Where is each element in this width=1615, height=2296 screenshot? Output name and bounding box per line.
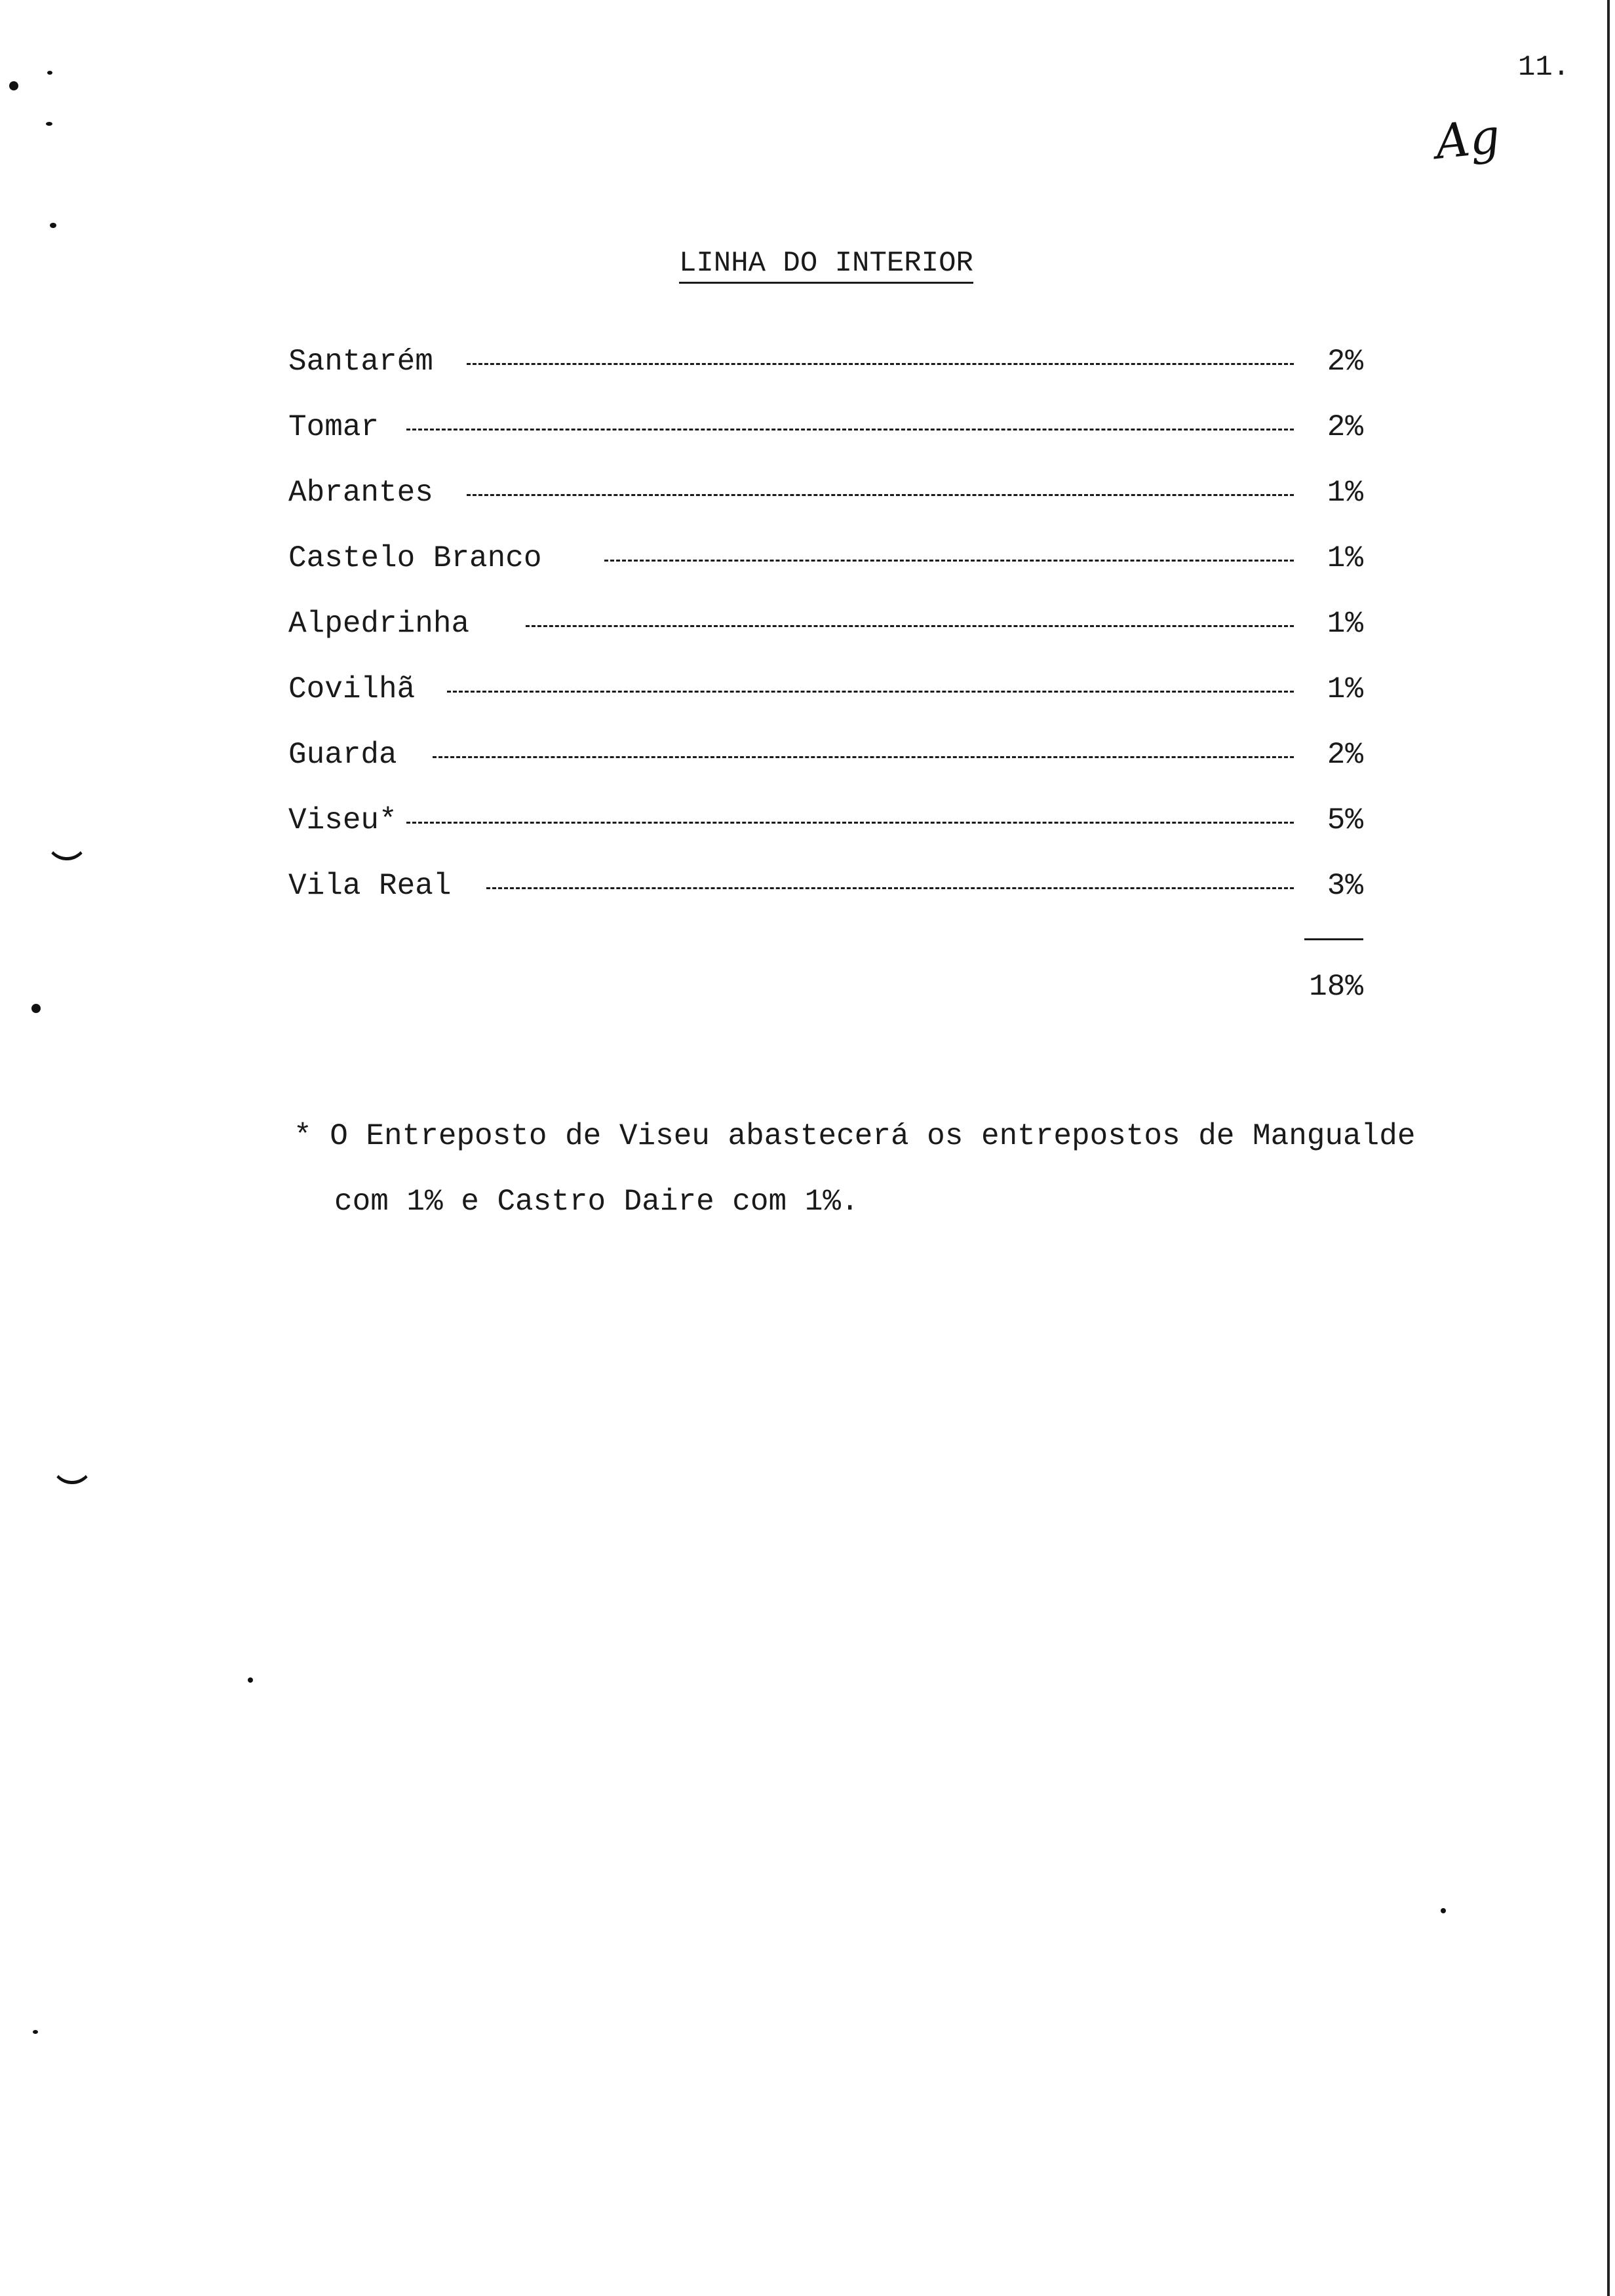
list-item bbox=[288, 869, 1363, 908]
list-item bbox=[288, 541, 1363, 581]
entry-name: Abrantes bbox=[288, 476, 433, 510]
scan-speck bbox=[50, 223, 56, 228]
list-item bbox=[288, 607, 1363, 646]
scan-speck bbox=[9, 81, 18, 90]
entry-value: 2% bbox=[1327, 410, 1363, 444]
footnote bbox=[294, 1103, 1513, 1234]
page-number: 11. bbox=[1518, 51, 1570, 84]
dotted-leader bbox=[467, 494, 1294, 496]
dotted-leader bbox=[406, 429, 1294, 430]
total-value: 18% bbox=[1309, 970, 1363, 1004]
entry-name: Tomar bbox=[288, 410, 379, 444]
entry-name: Guarda bbox=[288, 738, 397, 772]
entry-name: Covilhã bbox=[288, 672, 416, 706]
dotted-leader bbox=[406, 822, 1294, 824]
footnote-line-2: com 1% e Castro Daire com 1%. bbox=[334, 1185, 859, 1219]
entry-value: 1% bbox=[1327, 672, 1363, 706]
punch-hole-mark bbox=[51, 1455, 93, 1484]
list-item bbox=[288, 672, 1363, 712]
scan-speck bbox=[47, 71, 52, 75]
entry-value: 2% bbox=[1327, 345, 1363, 379]
punch-hole-mark bbox=[46, 831, 88, 860]
scan-speck bbox=[31, 1004, 41, 1013]
scan-speck bbox=[1441, 1908, 1446, 1913]
entry-name: Santarém bbox=[288, 345, 433, 379]
entry-value: 3% bbox=[1327, 869, 1363, 903]
page-title: LINHA DO INTERIOR bbox=[679, 248, 973, 284]
sum-rule bbox=[1304, 938, 1363, 940]
scan-speck bbox=[33, 2030, 38, 2034]
page-edge-line bbox=[1607, 0, 1610, 2296]
dotted-leader bbox=[526, 625, 1294, 627]
scan-speck bbox=[46, 122, 52, 126]
entry-value: 5% bbox=[1327, 803, 1363, 837]
list-item bbox=[288, 476, 1363, 515]
entry-value: 1% bbox=[1327, 607, 1363, 641]
dotted-leader bbox=[486, 887, 1294, 889]
handwritten-initials: Ag bbox=[1432, 108, 1503, 170]
entry-name: Vila Real bbox=[288, 869, 452, 903]
footnote-line-1: * O Entreposto de Viseu abastecerá os entrepostos de Mangualde bbox=[294, 1119, 1416, 1153]
scan-speck bbox=[248, 1677, 253, 1683]
entry-name: Alpedrinha bbox=[288, 607, 470, 641]
dotted-leader bbox=[447, 691, 1294, 693]
entry-name: Viseu* bbox=[288, 803, 397, 837]
list-item bbox=[288, 803, 1363, 843]
list-item bbox=[288, 345, 1363, 384]
dotted-leader bbox=[604, 560, 1294, 562]
list-item bbox=[288, 410, 1363, 450]
dotted-leader bbox=[467, 363, 1294, 365]
entry-name: Castelo Branco bbox=[288, 541, 542, 575]
entry-value: 1% bbox=[1327, 476, 1363, 510]
list-item bbox=[288, 738, 1363, 777]
entry-value: 2% bbox=[1327, 738, 1363, 772]
dotted-leader bbox=[433, 756, 1294, 758]
entry-value: 1% bbox=[1327, 541, 1363, 575]
